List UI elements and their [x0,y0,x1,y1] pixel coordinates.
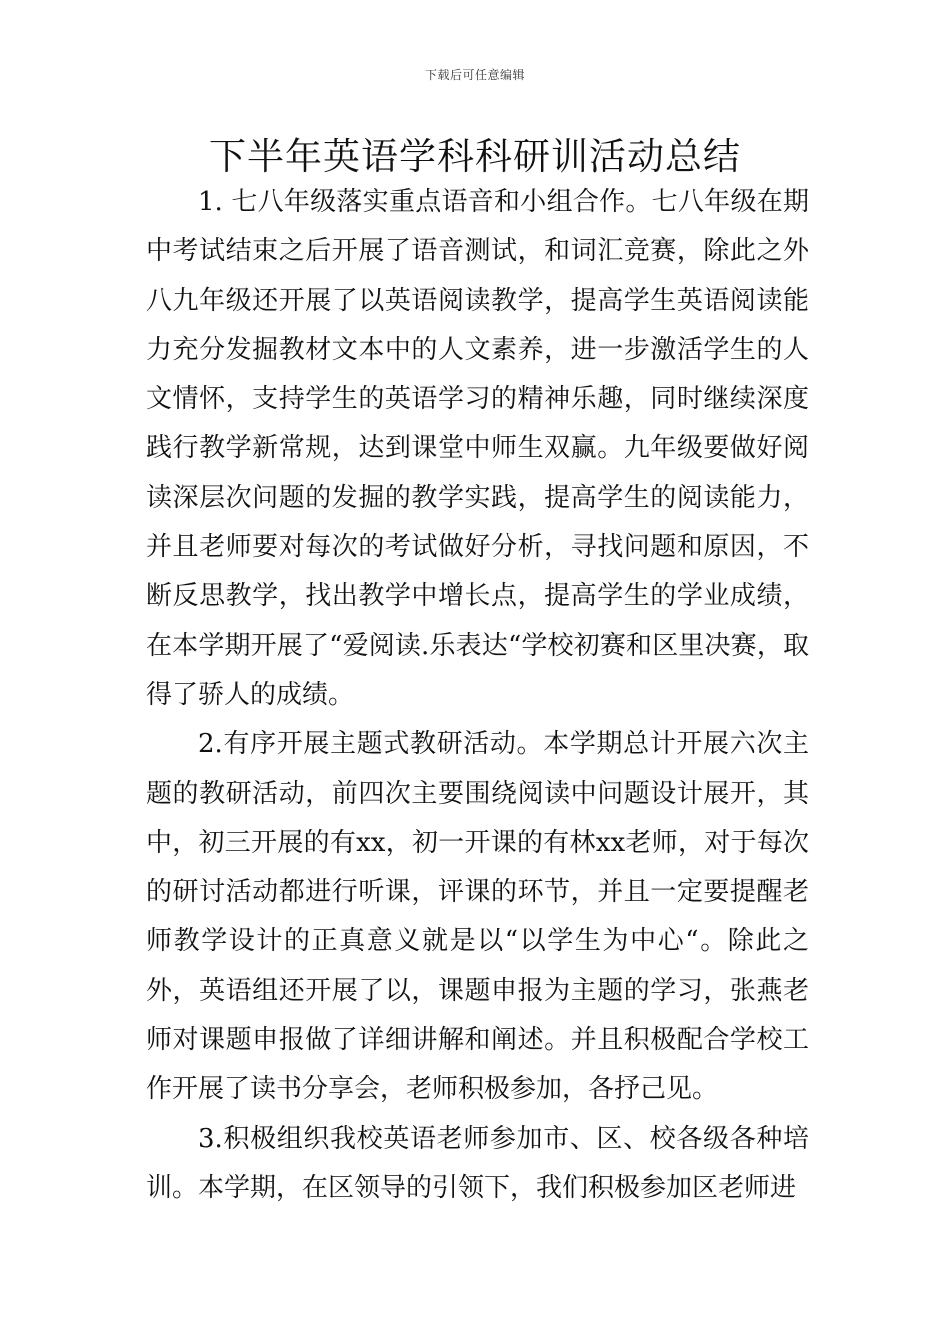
document-title: 下半年英语学科科研训活动总结 [209,135,741,178]
document-body [146,178,809,1213]
header-note: 下载后可任意编辑 [424,68,525,82]
paragraph-3: 3.积极组织我校英语老师参加市、区、校各级各种培训。本学期，在区领导的引领下，我们积极参加区老师进 [146,1123,809,1203]
paragraph-2: 2.有序开展主题式教研活动。本学期总计开展六次主题的教研活动，前四次主要围绕阅读中问题设计展开，其中，初三开展的有xx，初一开课的有林xx老师，对于每次的研讨活动都进行听课，评课的环节，并且一定要提醒老师教学设计的正真意义就是以“以学生为中心“。除此之外，英语组还开展了以，课题申报为主题的学习，张燕老师对课题申报做了详细讲解和阐述。并且积极配合学校工作开展了读书分享会，老师积极参加，各抒己见。 [146,729,809,1105]
paragraph-1: 1. 七八年级落实重点语音和小组合作。七八年级在期中考试结束之后开展了语音测试，和词汇竞赛，除此之外八九年级还开展了以英语阅读教学，提高学生英语阅读能力充分发掘教材文本中的人文素养，进一步激活学生的人文情怀，支持学生的英语学习的精神乐趣，同时继续深度践行教学新常规，达到课堂中师生双赢。九年级要做好阅读深层次问题的发掘的教学实践，提高学生的阅读能力，并且老师要对每次的考试做好分析，寻找问题和原因，不断反思教学，找出教学中增长点，提高学生的学业成绩，在本学期开展了“爱阅读.乐表达“学校初赛和区里决赛，取得了骄人的成绩。 [146,187,809,710]
